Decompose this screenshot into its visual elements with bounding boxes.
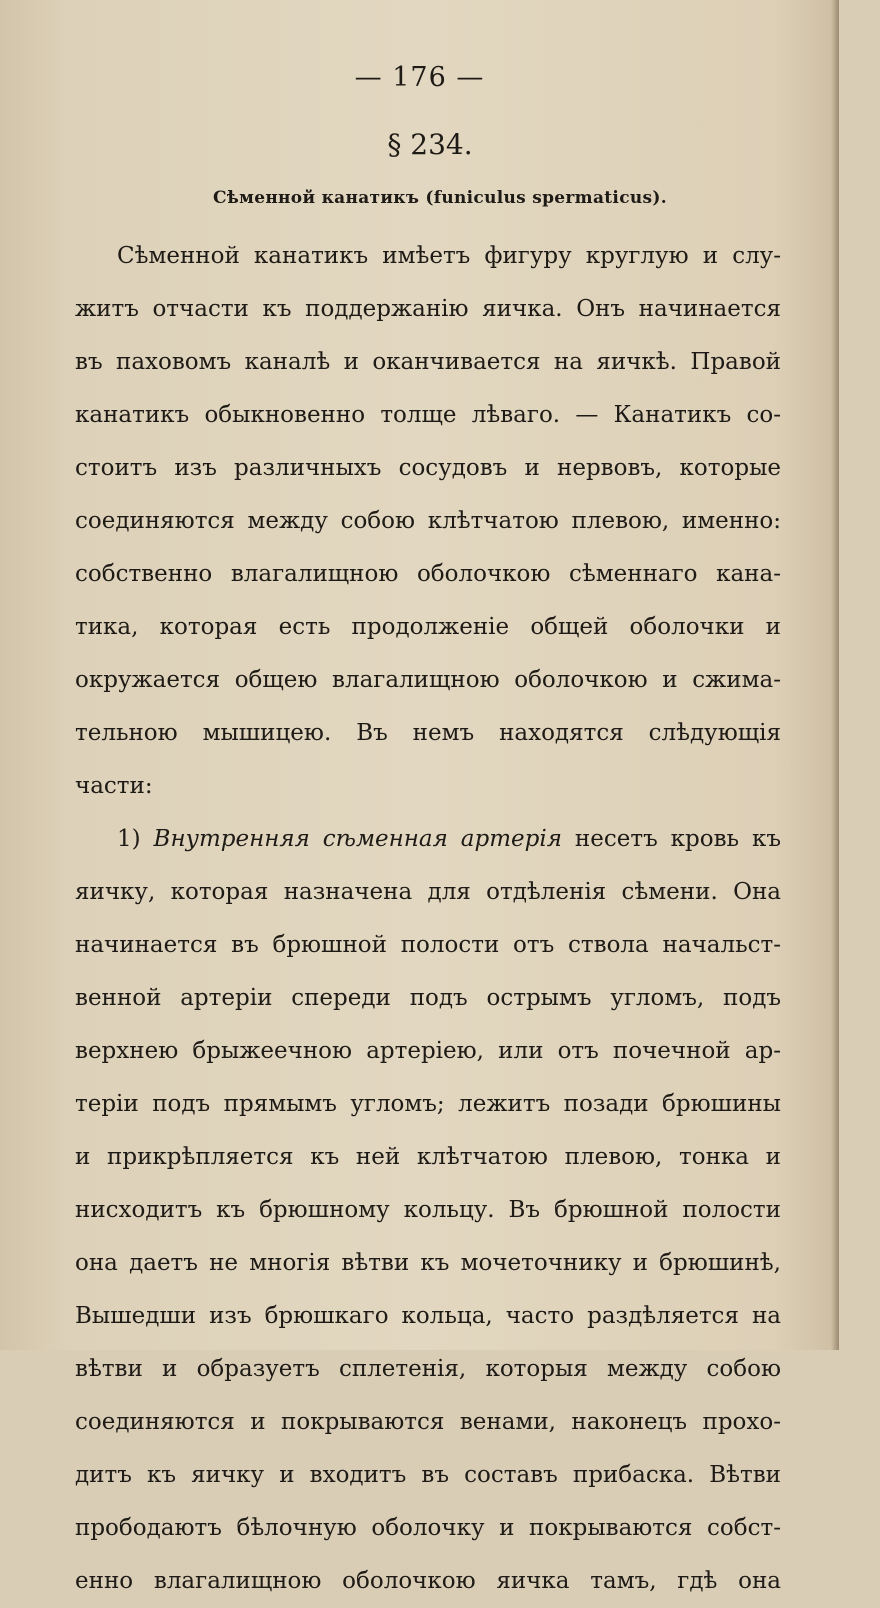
text-line: собственно влагалищною оболочкою сѣменнаго кана-	[75, 561, 781, 587]
text-line: Вышедши изъ брюшкаго кольца, часто раздѣляется на	[75, 1303, 781, 1329]
list-item-1-line	[75, 813, 781, 866]
text-line: окружается общею влагалищною оболочкою и сжима-	[75, 667, 781, 693]
text-line: соединяются между собою клѣтчатою плевою, именно:	[75, 508, 781, 534]
body-text	[75, 230, 781, 1608]
section-title: Сѣменной канатикъ (funiculus spermaticus).	[213, 188, 667, 208]
text-line: теріи подъ прямымъ угломъ; лежитъ позади брюшины	[75, 1091, 781, 1117]
text-line: вѣтви и образуетъ сплетенія, которыя между собою	[75, 1356, 781, 1382]
section-number: § 234.	[387, 128, 473, 161]
text-line: канатикъ обыкновенно толще лѣваго. — Канатикъ со-	[75, 402, 781, 428]
list-item-number: 1)	[117, 826, 141, 852]
text-line: тика, которая есть продолженіе общей оболочки и	[75, 614, 781, 640]
text-line: прободаютъ бѣлочную оболочку и покрываются собст-	[75, 1515, 781, 1541]
text-line: Сѣменной канатикъ имѣетъ фигуру круглую и слу-	[117, 243, 781, 269]
text-line: соединяются и покрываются венами, наконецъ прохо-	[75, 1409, 781, 1435]
text-line: венной артеріи спереди подъ острымъ угломъ, подъ	[75, 985, 781, 1011]
text-line: нисходитъ къ брюшному кольцу. Въ брюшной полости	[75, 1197, 781, 1223]
text-line: въ паховомъ каналѣ и оканчивается на яичкѣ. Правой	[75, 349, 781, 375]
text-line: начинается въ брюшной полости отъ ствола начальст-	[75, 932, 781, 958]
text-line: енно влагалищною оболочкою яичка тамъ, гдѣ она	[75, 1568, 781, 1594]
text-line: яичку, которая назначена для отдѣленія сѣмени. Она	[75, 879, 781, 905]
text-line: части:	[75, 773, 153, 799]
text-line: стоитъ изъ различныхъ сосудовъ и нервовъ, которые	[75, 455, 781, 481]
text-line: тельною мышицею. Въ немъ находятся слѣдующія	[75, 720, 781, 746]
list-item-text: несетъ кровь къ	[574, 826, 781, 852]
text-line: житъ отчасти къ поддержанію яичка. Онъ начинается	[75, 296, 781, 322]
page-number: — 176 —	[354, 62, 485, 93]
text-line: и прикрѣпляется къ ней клѣтчатою плевою, тонка и	[75, 1144, 781, 1170]
list-item-term: Внутренняя сѣменная артерія	[153, 826, 562, 852]
text-line: дитъ къ яичку и входитъ въ составъ прибаска. Вѣтви	[75, 1462, 781, 1488]
text-line: она даетъ не многія вѣтви къ мочеточнику и брюшинѣ,	[75, 1250, 781, 1276]
text-line: верхнею брыжеечною артеріею, или отъ почечной ар-	[75, 1038, 781, 1064]
